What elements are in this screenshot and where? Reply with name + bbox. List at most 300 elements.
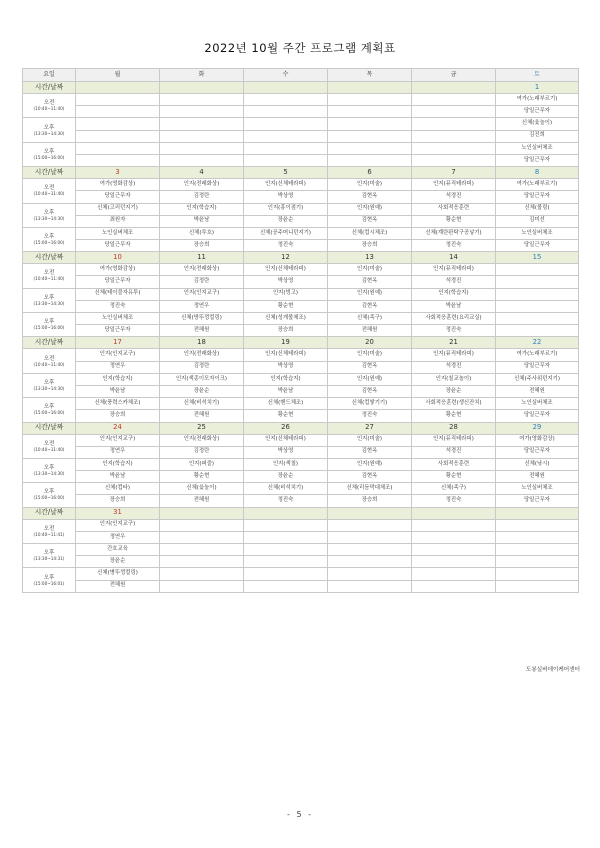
time-slot-label — [23, 264, 76, 288]
slot-time: (15:00~16:01) — [33, 580, 65, 586]
slot-name: 오후 — [43, 124, 55, 131]
program-row — [23, 313, 579, 325]
program-staff-cell: 정진숙 — [76, 300, 160, 312]
program-activity-cell: 인지(전래화상) — [160, 264, 244, 276]
time-slot-label — [23, 483, 76, 507]
program-staff-cell: 당일근무자 — [76, 191, 160, 203]
program-activity-cell — [328, 544, 412, 556]
program-activity-cell: 인지(뮤직테라피) — [412, 349, 496, 361]
date-cell: 13 — [328, 252, 412, 264]
date-cell — [328, 82, 412, 94]
program-activity-cell — [328, 142, 412, 154]
program-activity-cell: 신체(족구) — [328, 313, 412, 325]
program-staff-cell: 전혜원 — [76, 580, 160, 592]
program-activity-cell — [496, 313, 579, 325]
program-row — [23, 154, 579, 166]
program-activity-cell: 신체(성게볼체조) — [244, 313, 328, 325]
slot-time: (10:40~11:40) — [33, 106, 65, 112]
program-staff-cell — [328, 130, 412, 142]
slot-name: 오전 — [43, 525, 55, 532]
program-activity-cell: 여가(노래부르기) — [496, 94, 579, 106]
slot-name: 오후 — [43, 465, 55, 472]
schedule-table — [22, 68, 579, 593]
program-activity-cell: 인지(전래화상) — [160, 349, 244, 361]
program-staff-cell: 김현옥 — [328, 385, 412, 397]
date-row — [23, 507, 579, 519]
program-staff-cell: 장승희 — [76, 410, 160, 422]
program-staff-cell — [328, 556, 412, 568]
program-row — [23, 410, 579, 422]
slot-name: 오후 — [43, 550, 55, 557]
date-label: 시간/날짜 — [23, 252, 76, 264]
program-staff-cell: 김정란 — [160, 276, 244, 288]
program-staff-cell — [160, 106, 244, 118]
slot-time: (10:40~11:40) — [33, 361, 65, 367]
program-staff-cell: 정연우 — [160, 300, 244, 312]
program-staff-cell: 당일근무자 — [496, 154, 579, 166]
program-row — [23, 519, 579, 531]
program-staff-cell: 박상영 — [244, 361, 328, 373]
time-slot-label — [23, 458, 76, 482]
program-staff-cell: 당일근무자 — [496, 106, 579, 118]
program-staff-cell: 전혜원 — [496, 471, 579, 483]
program-activity-cell: 간호교육 — [76, 544, 160, 556]
program-activity-cell: 인지(신체테라피) — [244, 434, 328, 446]
program-staff-cell: 당일근무자 — [76, 325, 160, 337]
date-cell: 20 — [328, 337, 412, 349]
date-row — [23, 82, 579, 94]
program-activity-cell: 인지(퍼즐) — [160, 458, 244, 470]
program-activity-cell — [412, 118, 496, 130]
program-staff-cell — [328, 531, 412, 543]
date-cell: 25 — [160, 422, 244, 434]
program-activity-cell: 인지(원예) — [328, 288, 412, 300]
date-cell: 17 — [76, 337, 160, 349]
program-activity-cell — [496, 264, 579, 276]
program-activity-cell: 인지(흥이점기) — [244, 203, 328, 215]
program-activity-cell: 사회적응훈련(요리교실) — [412, 313, 496, 325]
slot-name: 오후 — [43, 379, 55, 386]
date-cell: 19 — [244, 337, 328, 349]
program-staff-cell: 전혜원 — [160, 410, 244, 422]
date-label: 시간/날짜 — [23, 337, 76, 349]
program-staff-cell: 황순현 — [160, 471, 244, 483]
program-staff-cell — [244, 130, 328, 142]
program-staff-cell — [496, 276, 579, 288]
program-row — [23, 203, 579, 215]
program-staff-cell — [328, 154, 412, 166]
program-activity-cell: 신체(볼링) — [496, 203, 579, 215]
program-staff-cell: 장승희 — [328, 240, 412, 252]
program-activity-cell: 신체(윷놀이) — [160, 483, 244, 495]
date-cell: 21 — [412, 337, 496, 349]
program-staff-cell: 김현옥 — [328, 215, 412, 227]
program-row — [23, 240, 579, 252]
program-activity-cell — [160, 142, 244, 154]
date-cell: 8 — [496, 167, 579, 179]
weekday-header-cell: 월 — [76, 69, 160, 82]
date-row — [23, 252, 579, 264]
program-activity-cell: 인지(미술) — [328, 349, 412, 361]
program-activity-cell: 인지(인지교구) — [76, 519, 160, 531]
slot-time: (13:30~14:30) — [33, 471, 65, 477]
slot-time: (10:40~11:40) — [33, 446, 65, 452]
program-activity-cell: 신체(컵시체조) — [328, 227, 412, 239]
program-staff-cell — [160, 556, 244, 568]
program-staff-cell: 박윤남 — [160, 215, 244, 227]
program-staff-cell: 정진숙 — [244, 495, 328, 507]
program-staff-cell: 장승희 — [328, 495, 412, 507]
program-staff-cell: 박상영 — [244, 276, 328, 288]
program-activity-cell — [160, 94, 244, 106]
program-row — [23, 106, 579, 118]
program-row — [23, 483, 579, 495]
program-staff-cell: 석경진 — [412, 361, 496, 373]
slot-name: 오후 — [43, 319, 55, 326]
slot-name: 오전 — [43, 355, 55, 362]
program-staff-cell — [160, 130, 244, 142]
date-cell — [412, 507, 496, 519]
program-activity-cell: 인지(인지교구) — [160, 288, 244, 300]
program-staff-cell: 장윤순 — [244, 471, 328, 483]
date-cell — [328, 507, 412, 519]
program-activity-cell: 인지(신체테라피) — [244, 179, 328, 191]
program-staff-cell: 김미선 — [496, 215, 579, 227]
center-name: 도봉실버데이케어센터 — [525, 667, 580, 673]
program-staff-cell: 황순현 — [244, 300, 328, 312]
date-cell — [160, 507, 244, 519]
date-cell — [496, 507, 579, 519]
program-activity-cell — [412, 142, 496, 154]
program-staff-cell: 전혜원 — [160, 495, 244, 507]
program-activity-cell: 인지(학습지) — [244, 373, 328, 385]
program-activity-cell: 신체(비석치기) — [160, 398, 244, 410]
time-slot-label — [23, 373, 76, 397]
program-staff-cell: 당일근무자 — [76, 240, 160, 252]
program-staff-cell: 석경진 — [412, 276, 496, 288]
slot-time: (15:00~16:00) — [33, 325, 65, 331]
program-activity-cell: 사회적응훈련 — [412, 458, 496, 470]
program-staff-cell — [76, 130, 160, 142]
date-cell: 1 — [496, 82, 579, 94]
program-row — [23, 544, 579, 556]
program-staff-cell: 장승희 — [244, 325, 328, 337]
program-activity-cell: 여가(영화감상) — [496, 434, 579, 446]
program-activity-cell — [412, 568, 496, 580]
slot-time: (10:40~11:40) — [33, 191, 65, 197]
program-activity-cell: 인지(미술) — [328, 264, 412, 276]
program-activity-cell: 여가(노래부르기) — [496, 179, 579, 191]
program-activity-cell: 인지(색칠) — [244, 458, 328, 470]
program-staff-cell — [412, 106, 496, 118]
program-staff-cell: 장윤순 — [160, 385, 244, 397]
program-row — [23, 398, 579, 410]
weekday-header-cell: 화 — [160, 69, 244, 82]
program-staff-cell: 박윤남 — [412, 300, 496, 312]
time-slot-label — [23, 118, 76, 142]
program-activity-cell: 사회적응훈련(생신잔치) — [412, 398, 496, 410]
program-staff-cell: 김정란 — [160, 361, 244, 373]
program-row — [23, 361, 579, 373]
program-staff-cell: 황순현 — [244, 410, 328, 422]
program-activity-cell: 노인실버체조 — [76, 313, 160, 325]
program-staff-cell: 정연우 — [76, 446, 160, 458]
program-staff-cell — [76, 154, 160, 166]
program-staff-cell: 당일근무자 — [496, 495, 579, 507]
slot-time: (13:30~14:30) — [33, 130, 65, 136]
program-activity-cell: 신체(풍력스카체조) — [76, 398, 160, 410]
program-staff-cell — [244, 106, 328, 118]
program-row — [23, 300, 579, 312]
program-activity-cell — [160, 568, 244, 580]
program-activity-cell: 신체(밴드체조) — [244, 398, 328, 410]
program-activity-cell — [160, 544, 244, 556]
program-activity-cell: 노인실버체조 — [496, 227, 579, 239]
program-staff-cell — [412, 130, 496, 142]
time-slot-label — [23, 519, 76, 543]
program-staff-cell: 박상영 — [244, 446, 328, 458]
program-staff-cell: 김현옥 — [328, 361, 412, 373]
time-slot-label — [23, 349, 76, 373]
date-cell: 12 — [244, 252, 328, 264]
slot-time: (15:00~16:00) — [33, 495, 65, 501]
program-activity-cell: 신체(고리던지기) — [76, 203, 160, 215]
slot-time: (15:00~16:00) — [33, 410, 65, 416]
slot-time: (10:40~11:40) — [33, 276, 65, 282]
program-activity-cell — [328, 568, 412, 580]
weekday-header-cell: 금 — [412, 69, 496, 82]
program-activity-cell: 인지(원예) — [328, 203, 412, 215]
date-cell: 14 — [412, 252, 496, 264]
program-activity-cell: 인지(색종이모자이크) — [160, 373, 244, 385]
program-activity-cell: 인지(학습지) — [76, 458, 160, 470]
program-staff-cell — [412, 556, 496, 568]
program-activity-cell: 인지(신체테라피) — [244, 264, 328, 276]
program-activity-cell: 인지(칠교놀이) — [412, 373, 496, 385]
program-activity-cell — [412, 519, 496, 531]
date-cell: 5 — [244, 167, 328, 179]
program-row — [23, 179, 579, 191]
program-activity-cell: 인지(신체테라피) — [244, 349, 328, 361]
program-activity-cell: 신체(병뚜껑컬링) — [76, 568, 160, 580]
program-staff-cell: 김정란 — [160, 191, 244, 203]
time-slot-label — [23, 398, 76, 422]
program-activity-cell — [328, 94, 412, 106]
date-cell — [244, 507, 328, 519]
program-staff-cell: 정연우 — [76, 361, 160, 373]
program-row — [23, 495, 579, 507]
program-staff-cell: 당일근무자 — [496, 361, 579, 373]
program-activity-cell: 인지(학습지) — [76, 373, 160, 385]
program-activity-cell: 신체(주사위던지기) — [496, 373, 579, 385]
date-label: 시간/날짜 — [23, 167, 76, 179]
weekday-header-cell: 목 — [328, 69, 412, 82]
date-cell: 28 — [412, 422, 496, 434]
program-row — [23, 568, 579, 580]
slot-time: (13:30~14:30) — [33, 385, 65, 391]
date-cell: 15 — [496, 252, 579, 264]
program-row — [23, 215, 579, 227]
program-staff-cell — [244, 531, 328, 543]
program-staff-cell: 전혜원 — [496, 385, 579, 397]
program-row — [23, 94, 579, 106]
program-staff-cell: 당일근무자 — [496, 410, 579, 422]
program-activity-cell: 인지(원예) — [328, 458, 412, 470]
slot-name: 오후 — [43, 489, 55, 496]
program-activity-cell: 인지(인지교구) — [76, 349, 160, 361]
time-slot-label — [23, 434, 76, 458]
program-row — [23, 434, 579, 446]
time-slot-label — [23, 142, 76, 166]
program-activity-cell: 노인실버체조 — [496, 483, 579, 495]
date-row — [23, 167, 579, 179]
date-cell: 24 — [76, 422, 160, 434]
weekday-header-row — [23, 69, 579, 82]
slot-time: (15:00~16:00) — [33, 240, 65, 246]
program-staff-cell: 장승희 — [160, 240, 244, 252]
program-row — [23, 580, 579, 592]
time-slot-label — [23, 313, 76, 337]
program-staff-cell — [496, 580, 579, 592]
program-row — [23, 373, 579, 385]
program-staff-cell — [328, 106, 412, 118]
program-staff-cell — [328, 580, 412, 592]
program-activity-cell — [76, 94, 160, 106]
program-activity-cell — [244, 519, 328, 531]
program-staff-cell: 박윤남 — [76, 385, 160, 397]
program-staff-cell: 장윤순 — [244, 215, 328, 227]
program-staff-cell: 정진숙 — [328, 410, 412, 422]
time-slot-label — [23, 227, 76, 251]
program-activity-cell — [496, 568, 579, 580]
program-activity-cell: 신체(컵타) — [76, 483, 160, 495]
slot-time: (15:00~16:00) — [33, 154, 65, 160]
time-slot-label — [23, 179, 76, 203]
date-cell: 31 — [76, 507, 160, 519]
program-activity-cell — [244, 142, 328, 154]
program-staff-cell — [496, 531, 579, 543]
program-staff-cell — [244, 154, 328, 166]
program-row — [23, 191, 579, 203]
program-row — [23, 325, 579, 337]
program-staff-cell: 박윤남 — [76, 471, 160, 483]
program-activity-cell: 인지(전래화상) — [160, 179, 244, 191]
date-cell: 27 — [328, 422, 412, 434]
program-activity-cell: 인지(미술) — [328, 434, 412, 446]
program-staff-cell: 황순현 — [412, 410, 496, 422]
time-slot-label — [23, 568, 76, 592]
page-number: - 5 - — [287, 810, 313, 819]
time-slot-label — [23, 203, 76, 227]
program-activity-cell: 노인실버체조 — [496, 142, 579, 154]
date-cell: 3 — [76, 167, 160, 179]
program-activity-cell: 신체(윷놀이) — [496, 118, 579, 130]
program-activity-cell: 여가(영화감상) — [76, 264, 160, 276]
date-cell: 22 — [496, 337, 579, 349]
slot-name: 오전 — [43, 185, 55, 192]
program-staff-cell: 석경진 — [412, 446, 496, 458]
program-row — [23, 276, 579, 288]
program-staff-cell: 전혜원 — [160, 325, 244, 337]
program-staff-cell — [160, 154, 244, 166]
program-activity-cell: 인지(인지교구) — [76, 434, 160, 446]
program-activity-cell: 신체(족구) — [412, 483, 496, 495]
program-staff-cell: 정진숙 — [412, 240, 496, 252]
program-staff-cell: 정연우 — [76, 531, 160, 543]
weekday-header-cell: 수 — [244, 69, 328, 82]
program-activity-cell: 인지(원예) — [328, 373, 412, 385]
time-slot-label — [23, 94, 76, 118]
date-cell — [76, 82, 160, 94]
program-staff-cell — [244, 556, 328, 568]
slot-name: 오전 — [43, 100, 55, 107]
program-staff-cell — [412, 154, 496, 166]
slot-name: 오후 — [43, 234, 55, 241]
program-activity-cell: 인지(학습지) — [412, 288, 496, 300]
program-activity-cell — [76, 118, 160, 130]
program-row — [23, 556, 579, 568]
program-staff-cell: 김현옥 — [328, 300, 412, 312]
program-activity-cell — [160, 519, 244, 531]
program-staff-cell: 당일근무자 — [496, 240, 579, 252]
program-activity-cell: 신체(테이블자유투) — [76, 288, 160, 300]
program-staff-cell: 김현옥 — [328, 446, 412, 458]
slot-name: 오후 — [43, 294, 55, 301]
program-activity-cell: 인지(뮤직테라피) — [412, 434, 496, 446]
program-staff-cell — [496, 556, 579, 568]
program-staff-cell: 김현옥 — [328, 276, 412, 288]
time-slot-label — [23, 544, 76, 568]
program-staff-cell: 장승희 — [76, 495, 160, 507]
program-row — [23, 227, 579, 239]
slot-name: 오후 — [43, 148, 55, 155]
program-row — [23, 142, 579, 154]
program-staff-cell: 석경진 — [412, 191, 496, 203]
program-staff-cell — [76, 106, 160, 118]
program-staff-cell: 황순현 — [412, 471, 496, 483]
program-activity-cell — [496, 544, 579, 556]
program-row — [23, 288, 579, 300]
weekday-header-cell: 토 — [496, 69, 579, 82]
program-row — [23, 471, 579, 483]
program-activity-cell: 여가(영화감상) — [76, 179, 160, 191]
program-staff-cell — [412, 531, 496, 543]
program-activity-cell: 신체(낚시) — [496, 458, 579, 470]
program-activity-cell — [76, 142, 160, 154]
program-activity-cell — [412, 94, 496, 106]
program-activity-cell — [412, 544, 496, 556]
program-activity-cell: 신체(투호) — [160, 227, 244, 239]
program-activity-cell: 신체(리듬막대체조) — [328, 483, 412, 495]
program-staff-cell: 김현옥 — [328, 471, 412, 483]
slot-name: 오후 — [43, 209, 55, 216]
program-row — [23, 446, 579, 458]
date-cell: 11 — [160, 252, 244, 264]
program-activity-cell — [328, 118, 412, 130]
slot-time: (13:30~14:30) — [33, 215, 65, 221]
date-cell: 7 — [412, 167, 496, 179]
program-staff-cell — [496, 300, 579, 312]
program-activity-cell: 인지(미술) — [328, 179, 412, 191]
program-staff-cell: 김현옥 — [328, 191, 412, 203]
program-activity-cell: 인지(전래화상) — [160, 434, 244, 446]
program-activity-cell — [244, 94, 328, 106]
program-activity-cell — [496, 288, 579, 300]
program-staff-cell: 최원자 — [76, 215, 160, 227]
date-cell: 6 — [328, 167, 412, 179]
program-staff-cell: 장윤순 — [76, 556, 160, 568]
program-activity-cell: 인지(학습지) — [160, 203, 244, 215]
